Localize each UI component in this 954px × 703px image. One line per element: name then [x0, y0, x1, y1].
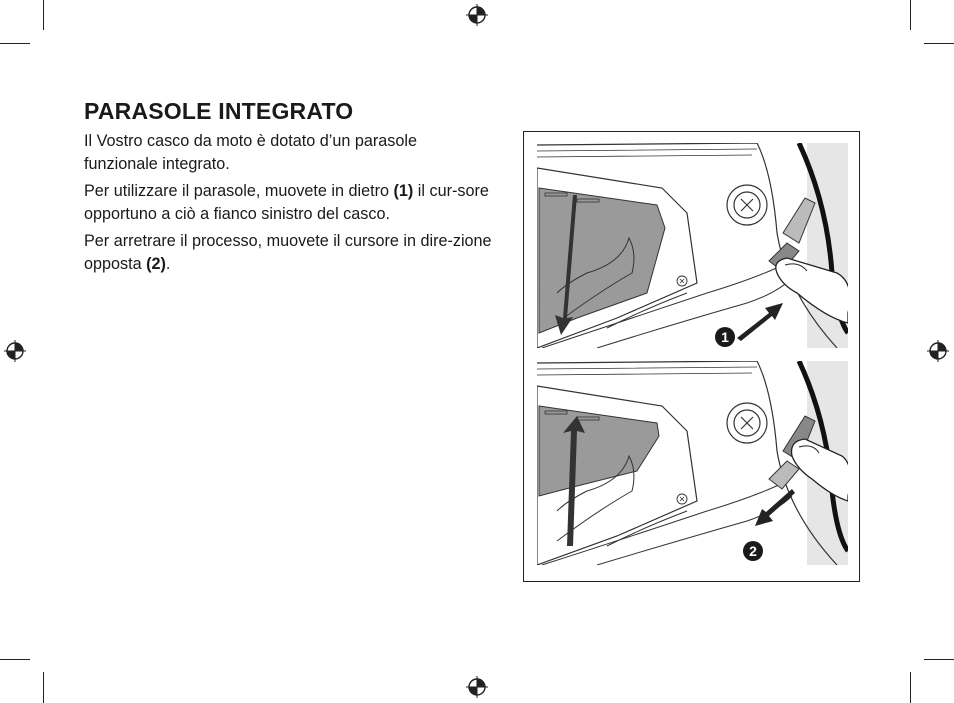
figure-panel-step-2	[537, 361, 848, 565]
crop-mark-top-right-v	[910, 0, 911, 30]
crop-mark-bottom-right-h	[924, 659, 954, 660]
crop-mark-top-left-h	[0, 43, 30, 44]
paragraph-use	[84, 180, 494, 225]
step-marker-label: 2	[749, 543, 757, 559]
crop-mark-bottom-right-v	[910, 672, 911, 703]
paragraph-retract	[84, 230, 494, 275]
paragraph-text: .	[165, 254, 171, 273]
registration-mark-right-icon	[927, 340, 949, 362]
paragraph-text: il cur-sore opportuno a ciò a fianco sinistro del casco.	[84, 182, 489, 223]
registration-mark-top-icon	[466, 4, 488, 26]
step-reference: (1)	[393, 182, 414, 200]
page-title: PARASOLE INTEGRATO	[84, 98, 354, 124]
figure-panel-step-1	[537, 143, 848, 348]
paragraph-text: Il Vostro casco da moto è dotato d’un parasole funzionale integrato.	[84, 132, 417, 173]
paragraph-text: Per arretrare il processo, muovete il cursore in dire-zione opposta	[84, 232, 492, 273]
crop-mark-top-right-h	[924, 43, 954, 44]
paragraph-intro	[84, 130, 494, 175]
step-marker-label: 1	[721, 329, 729, 345]
registration-mark-bottom-icon	[466, 676, 488, 698]
sun-visor-figure	[523, 131, 860, 582]
registration-mark-left-icon	[4, 340, 26, 362]
crop-mark-top-left-v	[43, 0, 44, 30]
step-reference: (2)	[146, 254, 166, 273]
body-text	[84, 130, 494, 280]
paragraph-text: Per utilizzare il parasole, muovete in dietro	[84, 182, 394, 200]
crop-mark-bottom-left-h	[0, 659, 30, 660]
crop-mark-bottom-left-v	[43, 672, 44, 703]
